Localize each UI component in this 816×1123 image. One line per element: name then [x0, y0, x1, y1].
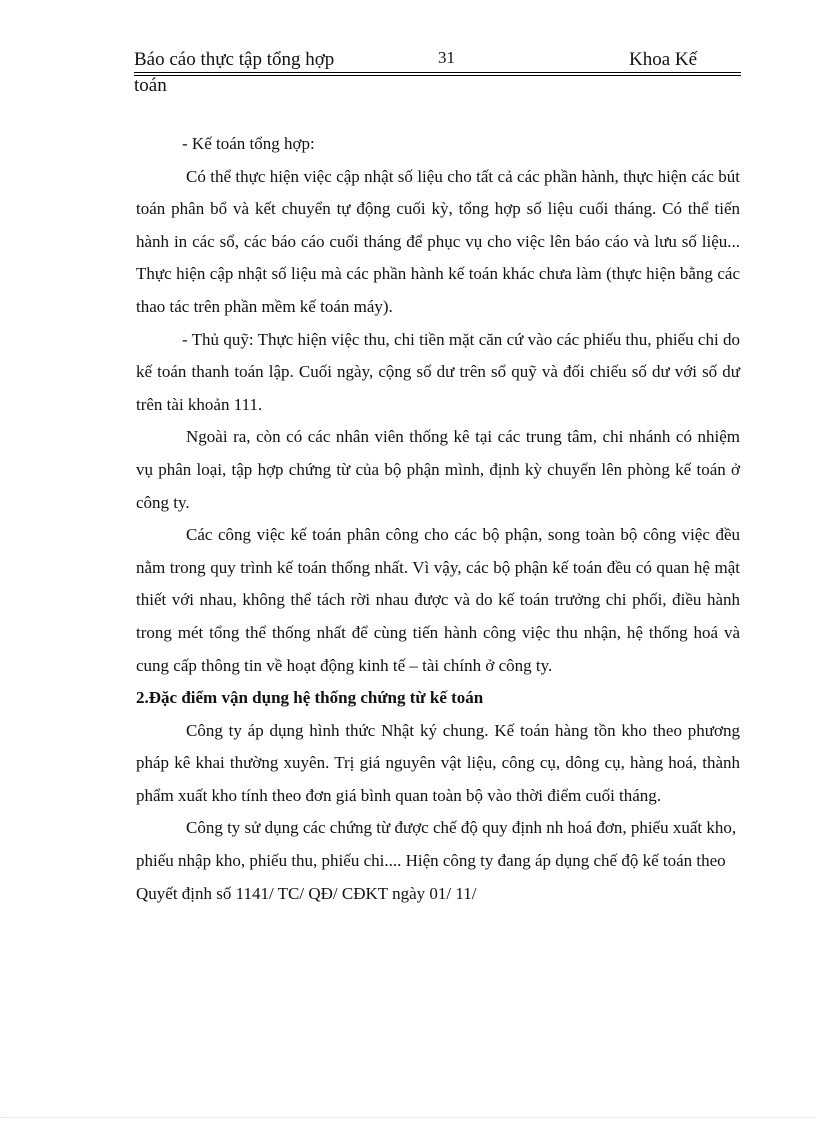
paragraph-journal-form: Công ty áp dụng hình thức Nhật ký chung. Kế toán hàng tồn kho theo phương pháp kê khai thường xuyên. Trị giá nguyên vật liệu, công cụ, dông cụ, hàng hoá, thành phẩm xuất kho tính theo đơn giá bình quan toàn bộ vào thời điểm cuối tháng.	[136, 720, 740, 805]
page-number: 31	[438, 48, 455, 67]
header-department-continuation: toán	[134, 75, 167, 96]
header-rule	[134, 72, 741, 73]
paragraph-accounting-process: Các công việc kế toán phân công cho các bộ phận, song toàn bộ công việc đều nằm trong quy trình kế toán thống nhất. Vì vậy, các bộ phận kế toán đều có quan hệ mật thiết với nhau, không thể tách rời nhau được và do kế toán trưởng chi phối, điều hành trong mét tổng thể thống nhất để cùng tiến hành công việc thu nhận, hệ thống hoá và cung cấp thông tin về hoạt động kinh tế – tài chính ở công ty.	[136, 525, 740, 675]
page-header	[134, 48, 741, 108]
paragraph-vouchers: Công ty sử dụng các chứng từ được chế độ quy định nh hoá đơn, phiếu xuất kho, phiếu nhập kho, phiếu thu, phiếu chi.... Hiện công ty đang áp dụng chế độ kế toán theo Quyết định số 1141/ TC/ QĐ/ CĐKT ngày 01/ 11/	[136, 818, 737, 903]
paragraph-general-accountant: Có thể thực hiện việc cập nhật số liệu cho tất cả các phần hành, thực hiện các bút toán phân bổ và kết chuyển tự động cuối kỳ, tổng hợp số liệu cuối tháng. Có thể tiến hành in các sổ, các báo cáo cuối tháng để phục vụ cho việc lên báo cáo và lưu số liệu... Thực hiện cập nhật số liệu mà các phần hành kế toán khác chưa làm (thực hiện bằng các thao tác trên phần mềm kế toán máy).	[136, 166, 740, 316]
paragraph-general-accountant-title: - Kế toán tổng hợp:	[182, 134, 315, 153]
header-rule-secondary	[134, 75, 741, 76]
paragraph-statisticians: Ngoài ra, còn có các nhân viên thống kê tại các trung tâm, chi nhánh có nhiệm vụ phân loại, tập hợp chứng từ của bộ phận mình, định kỳ chuyển lên phòng kế toán ở công ty.	[136, 427, 740, 512]
page-bottom-edge	[0, 1117, 816, 1118]
header-report-title: Báo cáo thực tập tổng hợp	[134, 49, 335, 70]
paragraph-treasurer: - Thủ quỹ: Thực hiện việc thu, chi tiền mặt căn cứ vào các phiếu thu, phiếu chi do kế toán thanh toán lập. Cuối ngày, cộng số dư trên sổ quỹ và đối chiếu số dư với số dư trên tài khoản 111.	[136, 329, 740, 414]
section-heading: 2.Đặc điểm vận dụng hệ thống chứng từ kế toán	[136, 688, 484, 708]
header-department: Khoa Kế	[629, 49, 698, 70]
document-body	[136, 128, 740, 910]
